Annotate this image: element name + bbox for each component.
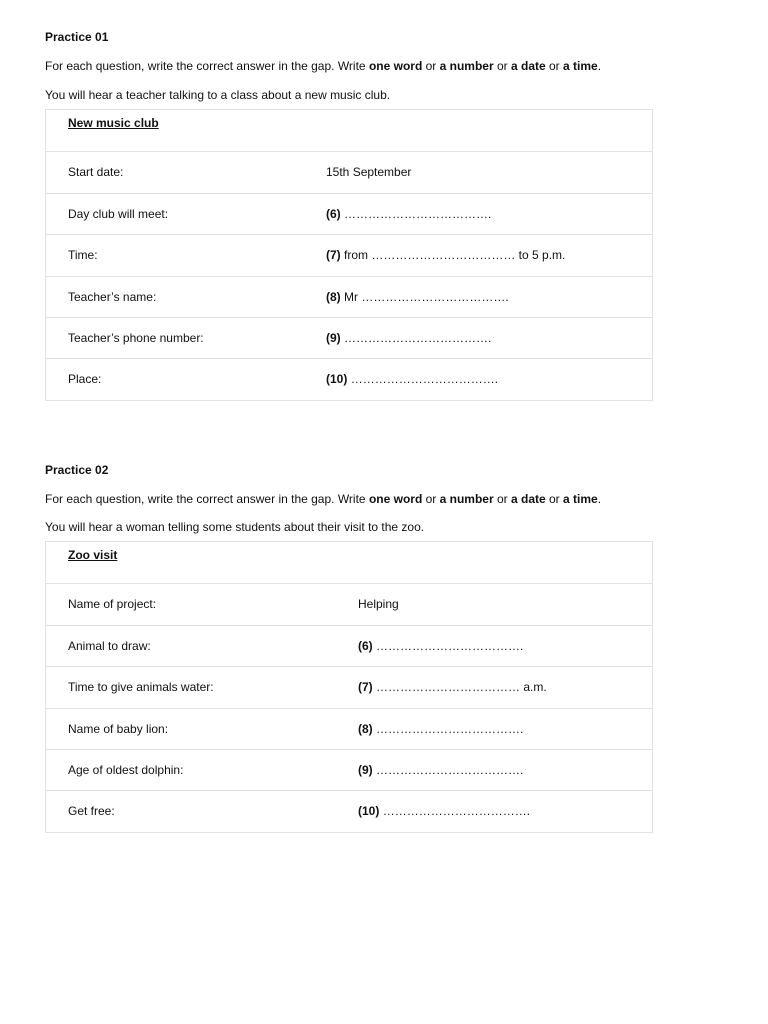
practice-02-intro: You will hear a woman telling some students about their visit to the zoo. [45,520,425,534]
row-label: Start date: [68,165,124,180]
row-label: Time to give animals water: [68,680,214,695]
answer-gap-8[interactable]: (8) Mr ………………………………. [326,289,509,304]
table-row [46,749,652,790]
table-row [46,358,652,399]
instr-bold-a-number: a number [439,492,494,506]
instr-end: . [597,59,602,73]
table-title-row [46,110,652,151]
row-label: Get free: [68,804,115,819]
instr-bold-a-time: a time [563,492,598,506]
practice-01-intro: You will hear a teacher talking to a class about a new music club. [45,88,391,102]
instr-or: or [422,492,440,506]
instr-or: or [422,59,440,73]
table-title-row [46,542,652,583]
instr-bold-a-number: a number [439,59,494,73]
answer-gap-7[interactable]: (7) from ……………………………… to 5 p.m. [326,248,566,263]
instr-or: or [493,492,511,506]
answer-gap-8[interactable]: (8) ………………………………. [358,721,524,736]
row-label: Place: [68,372,102,387]
instr-bold-one-word: one word [368,59,423,73]
instr-bold-one-word: one word [368,492,423,506]
zoo-visit-table [45,541,653,833]
answer-gap-7[interactable]: (7) ……………………………… a.m. [358,680,547,695]
answer-gap-9[interactable]: (9) ………………………………. [326,330,492,345]
table-row [46,193,652,234]
table-row [46,708,652,749]
table-row [46,583,652,624]
row-label: Teacher’s phone number: [68,330,204,345]
row-label: Time: [68,248,98,263]
answer-gap-10[interactable]: (10) ………………………………. [326,372,499,387]
row-label: Teacher’s name: [68,289,157,304]
table-row [46,276,652,317]
answer-gap-6[interactable]: (6) ………………………………. [358,638,524,653]
instr-end: . [597,492,602,506]
table-title: New music club [68,116,159,130]
practice-02-heading: Practice 02 [45,463,109,477]
row-label: Name of baby lion: [68,721,169,736]
table-row [46,625,652,666]
instr-or: or [493,59,511,73]
answer-gap-6[interactable]: (6) ………………………………. [326,206,492,221]
answer-gap-9[interactable]: (9) ………………………………. [358,762,524,777]
table-row [46,317,652,358]
table-row [46,790,652,831]
instr-bold-a-date: a date [510,59,546,73]
row-value: 15th September [326,165,412,180]
practice-01-instructions [45,58,653,74]
table-row [46,666,652,707]
instr-bold-a-time: a time [563,59,598,73]
table-row [46,234,652,275]
practice-01-heading: Practice 01 [45,30,109,44]
table-title: Zoo visit [68,548,118,562]
table-row [46,151,652,192]
practice-02-instructions [45,491,653,507]
instr-text: For each question, write the correct answer in the gap. Write [45,492,369,506]
row-value: Helping [358,597,399,612]
practice-02-section [45,462,653,833]
row-label: Age of oldest dolphin: [68,762,184,777]
instr-or: or [545,59,564,73]
row-label: Name of project: [68,597,157,612]
answer-gap-10[interactable]: (10) ………………………………. [358,804,531,819]
instr-bold-a-date: a date [510,492,546,506]
instr-or: or [545,492,564,506]
row-label: Day club will meet: [68,206,169,221]
row-label: Animal to draw: [68,638,151,653]
instr-text: For each question, write the correct answer in the gap. Write [45,59,369,73]
practice-01-section [45,29,653,401]
music-club-table [45,109,653,401]
